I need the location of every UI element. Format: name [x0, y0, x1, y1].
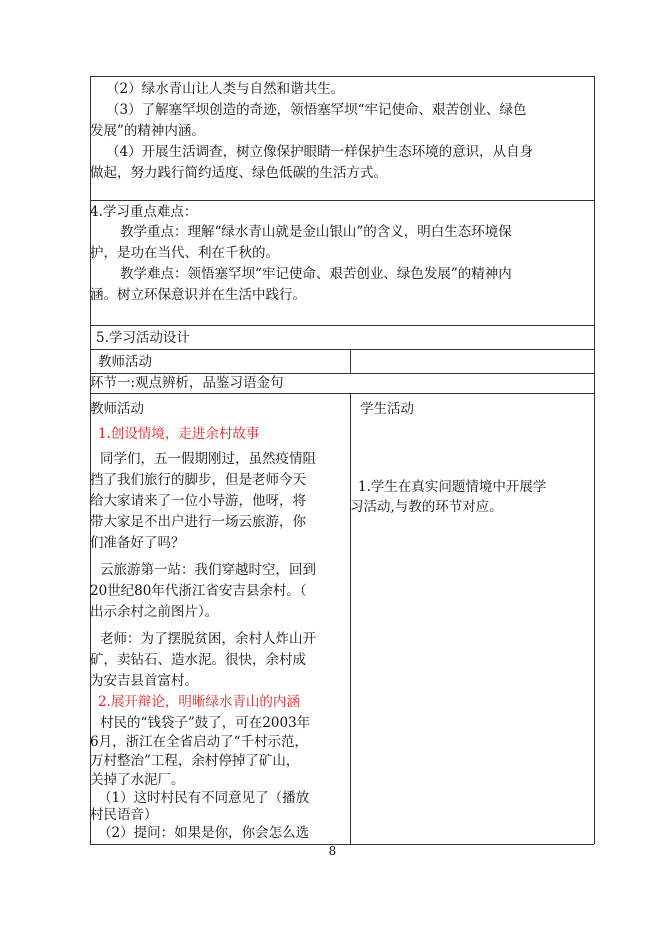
paragraph-line: 给大家请来了一位小导游，他呀，将 — [90, 493, 306, 509]
step-1-title: 1.创设情境，走进余村故事 — [98, 426, 260, 442]
activity-design-heading: 5.学习活动设计 — [96, 330, 190, 346]
paragraph-line: （2）提问：如果是你，你会怎么选 — [98, 825, 310, 841]
lesson-table — [90, 76, 594, 844]
page-number: 8 — [328, 844, 337, 858]
paragraph-line: 6月，浙江在全省启动了“千村示范， — [90, 734, 308, 750]
goal-2: （2）绿水青山让人类与自然和谐共生。 — [106, 81, 345, 97]
goal-4-line1: （4）开展生活调查，树立像保护眼睛一样保护生态环境的意识，从自身 — [106, 144, 534, 160]
paragraph-line: 出示余村之前图片）。 — [90, 604, 219, 620]
table-border-right — [594, 76, 595, 844]
teaching-focus-line1: 教学重点：理解“绿水青山就是金山银山”的含义，明白生态环境保 — [120, 224, 512, 240]
column-divider — [350, 393, 351, 844]
student-activity-line1: 1.学生在真实问题情境中开展学 — [358, 479, 547, 495]
teaching-difficulty-line2: 涵。树立环保意识并在生活中践行。 — [90, 287, 306, 303]
paragraph-line: 20世纪80年代浙江省安吉县余村。（ — [90, 583, 307, 599]
teacher-activity-header: 教师活动 — [98, 354, 152, 370]
goal-3-line1: （3）了解塞罕坝创造的奇迹，领悟塞罕坝“牢记使命、艰苦创业、绿色 — [106, 102, 527, 118]
paragraph-line: 挡了我们旅行的脚步，但是老师今天 — [90, 472, 306, 488]
column-divider — [350, 349, 351, 373]
paragraph-line: 关掉了水泥厂。 — [90, 772, 185, 788]
paragraph-line: （1）这时村民有不同意见了（播放 — [98, 790, 310, 806]
teaching-focus-line2: 护，是功在当代、利在千秋的。 — [90, 245, 279, 261]
paragraph-line: 为安吉县首富村。 — [90, 673, 198, 689]
paragraph-line: 同学们，五一假期刚过，虽然疫情阻 — [100, 451, 316, 467]
paragraph-line: 万村整治”工程，余村停掉了矿山， — [90, 753, 300, 769]
step-2-title: 2.展开辩论，明晰绿水青山的内涵 — [98, 694, 300, 710]
teacher-column-title: 教师活动 — [90, 401, 144, 417]
key-points-heading: 4.学习重点难点： — [90, 204, 198, 220]
row-divider — [90, 325, 594, 326]
paragraph-line: 村民语音） — [90, 807, 158, 823]
paragraph-line: 矿，卖钻石、造水泥。很快，余村成 — [90, 652, 306, 668]
row-divider — [90, 349, 594, 350]
paragraph-line: 村民的“钱袋子”鼓了，可在2003年 — [100, 715, 311, 731]
row-divider — [90, 200, 594, 201]
table-border-left — [90, 76, 91, 844]
paragraph-line: 老师：为了摆脱贫困，余村人炸山开 — [100, 631, 316, 647]
table-border-top — [90, 76, 594, 77]
segment-title: 环节一:观点辨析，品鉴习语金句 — [90, 375, 284, 391]
teaching-difficulty-line1: 教学难点：领悟塞罕坝“牢记使命、艰苦创业、绿色发展”的精神内 — [120, 266, 512, 282]
paragraph-line: 们准备好了吗？ — [90, 535, 185, 551]
row-divider — [90, 393, 594, 394]
goal-4-line2: 做起，努力践行简约适度、绿色低碳的生活方式。 — [90, 165, 387, 181]
paragraph-line: 带大家足不出户进行一场云旅游，你 — [90, 514, 306, 530]
student-activity-line2: 习活动,与教的环节对应。 — [350, 499, 503, 515]
goal-3-line2: 发展”的精神内涵。 — [90, 123, 205, 139]
paragraph-line: 云旅游第一站：我们穿越时空，回到 — [100, 562, 316, 578]
student-column-title: 学生活动 — [360, 401, 414, 417]
